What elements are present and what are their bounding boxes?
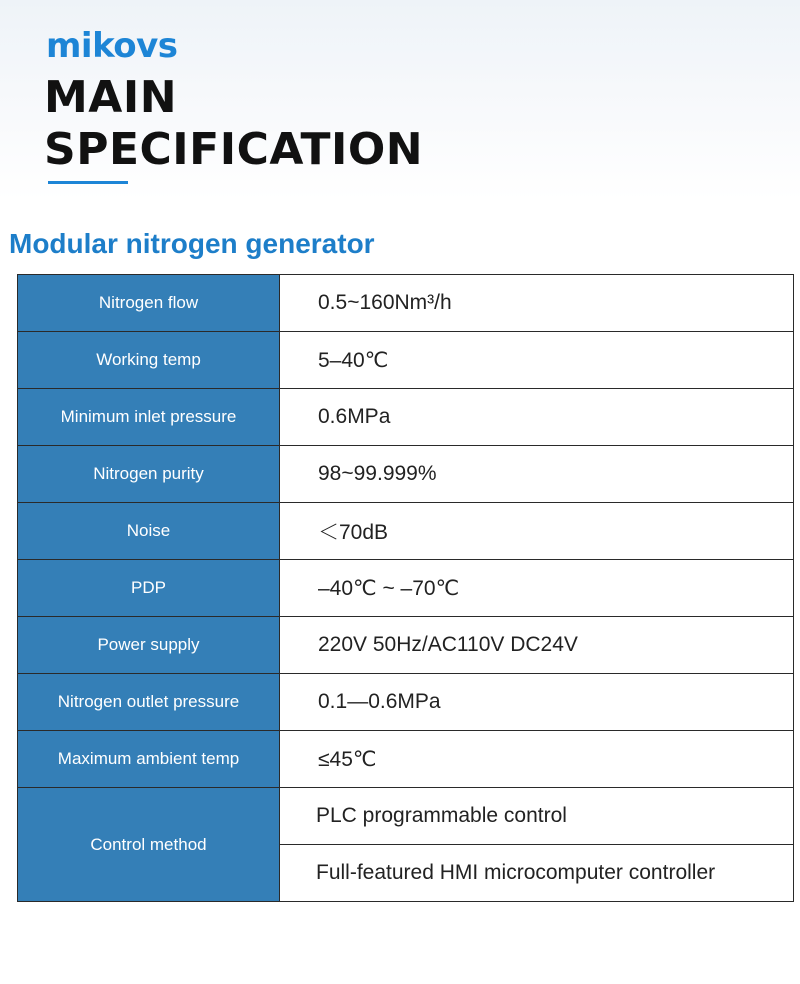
spec-value: 0.6MPa [280,389,794,446]
spec-row-min-inlet-pressure [18,389,794,446]
title-underline [48,181,128,184]
spec-row-nitrogen-purity [18,446,794,503]
spec-label: Maximum ambient temp [18,731,280,788]
spec-row-max-ambient-temp [18,731,794,788]
spec-row-power-supply [18,617,794,674]
spec-value: 0.5~160Nm³/h [280,275,794,332]
spec-row-outlet-pressure [18,674,794,731]
spec-table [17,274,794,902]
spec-label: Nitrogen purity [18,446,280,503]
page-title [44,72,423,176]
spec-value: 220V 50Hz/AC110V DC24V [280,617,794,674]
spec-row-working-temp [18,332,794,389]
spec-row-control-method [18,788,794,845]
page-title-line-1: MAIN [44,72,178,123]
spec-value: ≤45℃ [280,731,794,788]
spec-label: Nitrogen flow [18,275,280,332]
brand-logo: mikovs [46,26,178,66]
spec-label: Control method [18,788,280,902]
spec-label: PDP [18,560,280,617]
spec-value: Full-featured HMI microcomputer controller [280,845,794,902]
spec-value: 98~99.999% [280,446,794,503]
spec-row-pdp [18,560,794,617]
spec-label: Minimum inlet pressure [18,389,280,446]
spec-value: ＜70dB [280,503,794,560]
spec-label: Working temp [18,332,280,389]
product-subtitle: Modular nitrogen generator [9,228,375,259]
spec-value: PLC programmable control [280,788,794,845]
spec-label: Nitrogen outlet pressure [18,674,280,731]
spec-label: Power supply [18,617,280,674]
spec-row-nitrogen-flow [18,275,794,332]
spec-value: 5–40℃ [280,332,794,389]
page-title-line-2: SPECIFICATION [44,124,424,175]
spec-label: Noise [18,503,280,560]
spec-value: 0.1—0.6MPa [280,674,794,731]
spec-value: –40℃ ~ –70℃ [280,560,794,617]
spec-row-noise [18,503,794,560]
